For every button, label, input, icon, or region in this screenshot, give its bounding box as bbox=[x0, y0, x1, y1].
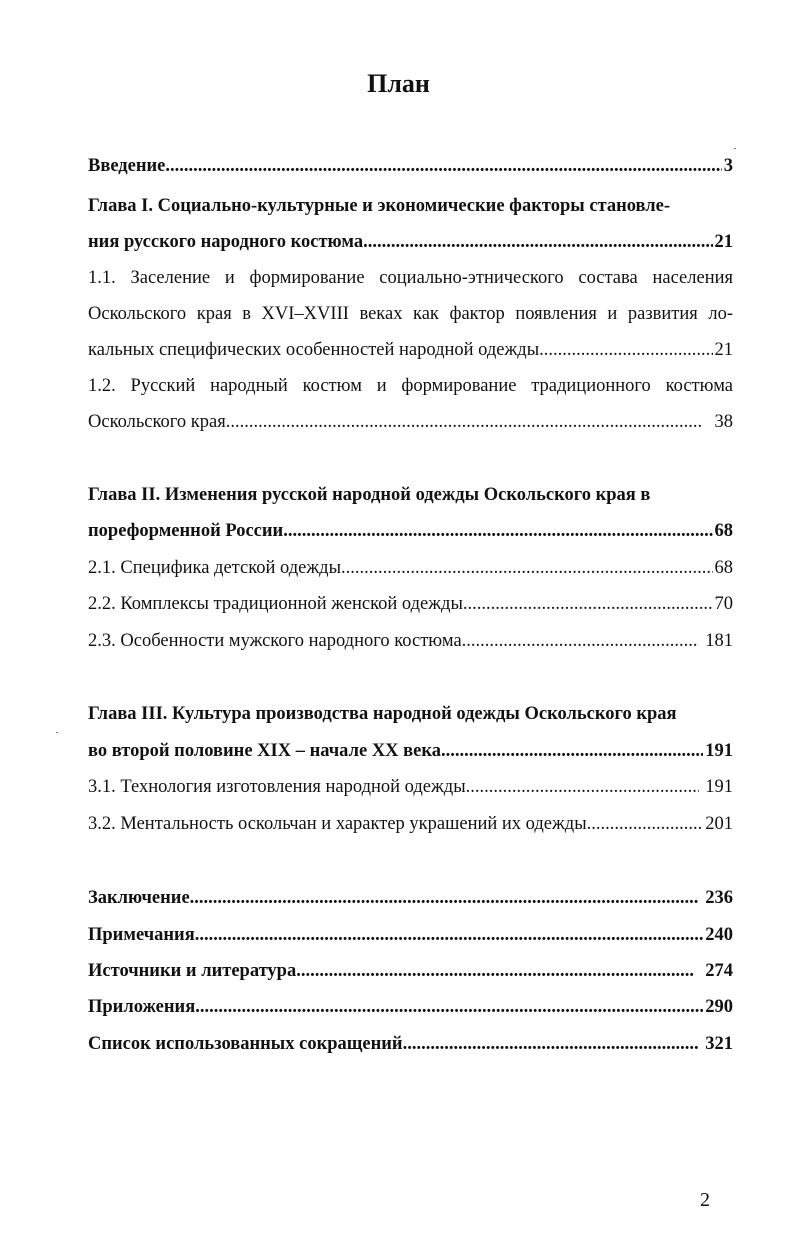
dot-leader bbox=[462, 629, 699, 653]
toc-entry-label: Список использованных сокращений bbox=[88, 1034, 403, 1054]
toc-entry-chapter-3[interactable] bbox=[88, 739, 733, 763]
dot-leader bbox=[195, 995, 703, 1019]
page-number: 2 bbox=[700, 1189, 710, 1211]
toc-entry-label: Заключение bbox=[88, 888, 190, 908]
toc-entry-label: Источники и литература bbox=[88, 961, 297, 981]
toc-entry-section-1-1[interactable] bbox=[88, 338, 733, 362]
toc-entry-conclusion[interactable] bbox=[88, 886, 733, 910]
toc-entry-label: Примечания bbox=[88, 925, 195, 945]
toc-chapter-2-heading: Глава II. Изменения русской народной одежды Оскольского края в bbox=[88, 485, 651, 505]
toc-entry-section-2-1[interactable] bbox=[88, 556, 733, 580]
toc-page-number: 70 bbox=[714, 594, 733, 614]
dot-leader bbox=[165, 154, 721, 178]
toc-page-number: 21 bbox=[714, 340, 733, 360]
scan-speck bbox=[56, 732, 58, 733]
dot-leader bbox=[190, 886, 699, 910]
toc-entry-label: 2.2. Комплексы традиционной женской одежды bbox=[88, 594, 463, 614]
toc-page-number: 240 bbox=[705, 925, 733, 945]
toc-page-number: 38 bbox=[705, 412, 733, 432]
toc-entry-label: Введение bbox=[88, 156, 166, 176]
toc-page-number: 274 bbox=[696, 961, 733, 981]
toc-entry-label: 2.3. Особенности мужского народного костюма bbox=[88, 631, 462, 651]
toc-section-1-1-line-1: 1.1. Заселение и формирование социально-этнического состава населения bbox=[88, 268, 733, 288]
toc-chapter-1-heading: Глава I. Социально-культурные и экономические факторы становле- bbox=[88, 196, 671, 216]
toc-page-number: 321 bbox=[700, 1034, 733, 1054]
toc-page-number: 181 bbox=[700, 631, 733, 651]
toc-entry-section-3-2[interactable] bbox=[88, 812, 733, 836]
dot-leader bbox=[226, 410, 703, 434]
toc-page-number: 21 bbox=[714, 232, 733, 252]
toc-entry-label: во второй половине XIX – начале XX века bbox=[88, 741, 441, 761]
toc-entry-section-2-3[interactable] bbox=[88, 629, 733, 653]
scan-speck bbox=[734, 148, 736, 149]
toc-page-number: 191 bbox=[705, 741, 733, 761]
toc-entry-section-3-1[interactable] bbox=[88, 775, 733, 799]
toc-page-number: 3 bbox=[723, 156, 733, 176]
toc-section-1-1-line-2: Оскольского края в XVI–XVIII веках как фактор появления и развития ло- bbox=[88, 304, 733, 324]
toc-entry-chapter-2[interactable] bbox=[88, 519, 733, 543]
toc-entry-notes[interactable] bbox=[88, 923, 733, 947]
dot-leader bbox=[539, 338, 712, 362]
toc-entry-section-1-2[interactable] bbox=[88, 410, 733, 434]
toc-page-number: 68 bbox=[714, 558, 733, 578]
dot-leader bbox=[283, 519, 712, 543]
toc-entry-label: ния русского народного костюма bbox=[88, 232, 364, 252]
toc-entry-chapter-1[interactable] bbox=[88, 230, 733, 254]
toc-entry-appendices[interactable] bbox=[88, 995, 733, 1019]
toc-section-1-2-line-1: 1.2. Русский народный костюм и формирование традиционного костюма bbox=[88, 376, 733, 396]
toc-entry-label: Приложения bbox=[88, 997, 196, 1017]
dot-leader bbox=[341, 556, 713, 580]
dot-leader bbox=[403, 1032, 699, 1056]
dot-leader bbox=[195, 923, 704, 947]
toc-page-number: 191 bbox=[700, 777, 733, 797]
dot-leader bbox=[463, 592, 713, 616]
toc-entry-label: 3.2. Ментальность оскольчан и характер украшений их одежды bbox=[88, 814, 587, 834]
dot-leader bbox=[296, 959, 694, 983]
toc-page-number: 68 bbox=[714, 521, 733, 541]
toc-entry-label: кальных специфических особенностей народной одежды bbox=[88, 340, 540, 360]
toc-page-number: 236 bbox=[700, 888, 733, 908]
dot-leader bbox=[441, 739, 703, 763]
dot-leader bbox=[587, 812, 704, 836]
toc-entry-label: Оскольского края bbox=[88, 412, 226, 432]
toc-page-number: 290 bbox=[705, 997, 733, 1017]
toc-entry-introduction[interactable] bbox=[88, 154, 733, 178]
page-title: План bbox=[367, 69, 430, 98]
toc-entry-label: 3.1. Технология изготовления народной одежды bbox=[88, 777, 466, 797]
dot-leader bbox=[363, 230, 712, 254]
toc-page-number: 201 bbox=[705, 814, 733, 834]
dot-leader bbox=[466, 775, 699, 799]
toc-entry-abbreviations[interactable] bbox=[88, 1032, 733, 1056]
toc-chapter-3-heading: Глава III. Культура производства народной одежды Оскольского края bbox=[88, 704, 677, 724]
toc-entry-label: 2.1. Специфика детской одежды bbox=[88, 558, 341, 578]
toc-entry-sources[interactable] bbox=[88, 959, 733, 983]
toc-entry-label: пореформенной России bbox=[88, 521, 284, 541]
toc-entry-section-2-2[interactable] bbox=[88, 592, 733, 616]
